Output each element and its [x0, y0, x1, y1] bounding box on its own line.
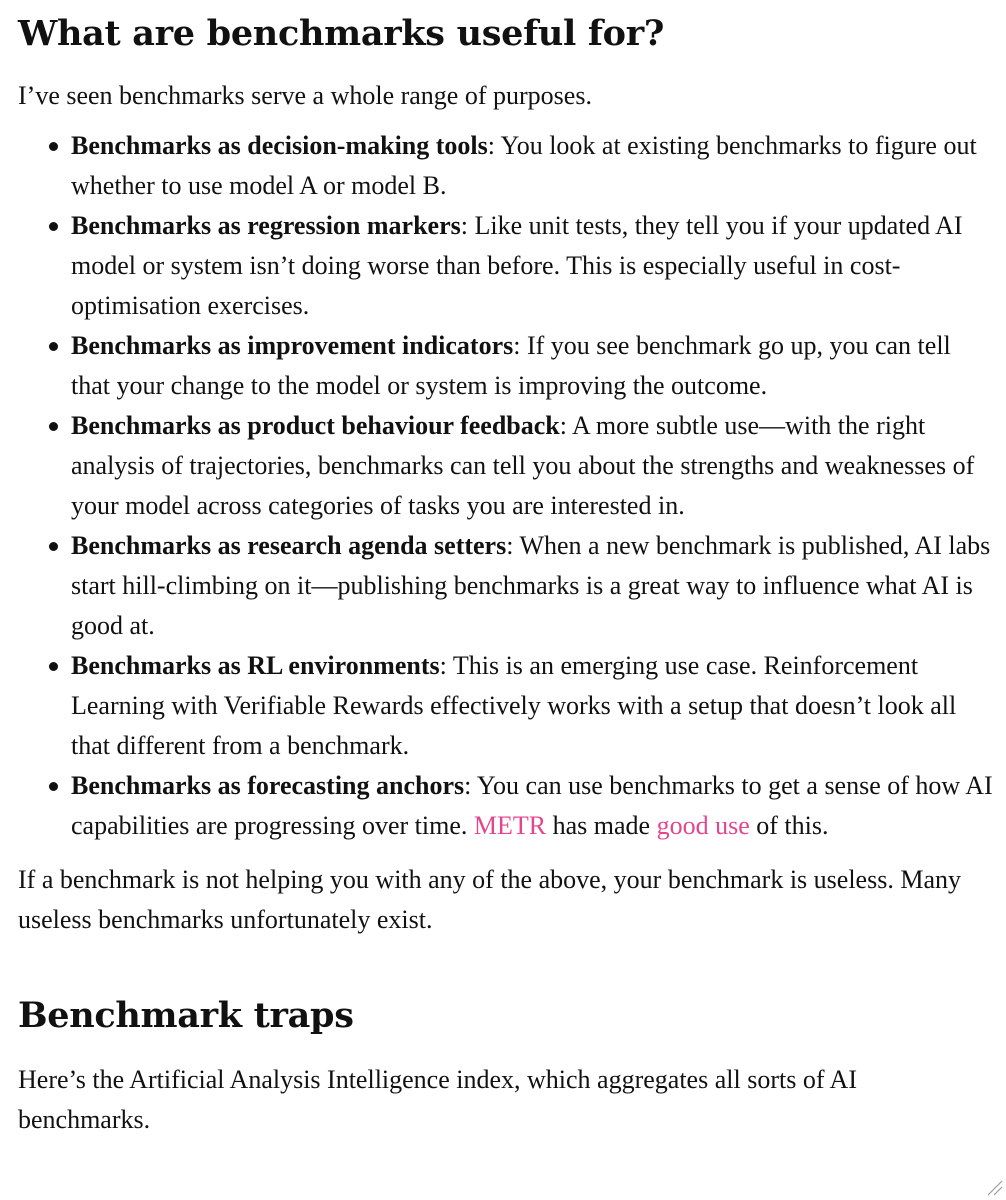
metr-link[interactable]: METR — [473, 811, 547, 840]
benchmark-uses-list — [18, 126, 993, 846]
list-item-term: Benchmarks as forecasting anchors — [71, 771, 465, 800]
list-item-text: : A more subtle use—with the right analysis of trajectories, benchmarks can tell you about the strengths and weaknesses of your model across categories of tasks you are interested in. — [71, 411, 975, 520]
list-item-improvement — [18, 326, 993, 406]
section-heading-uses: What are benchmarks useful for? — [18, 13, 665, 54]
list-item-text: : Like unit tests, they tell you if your updated AI model or system isn’t doing worse than before. This is especially useful in cost-optimisation exercises. — [71, 211, 963, 320]
list-item-term: Benchmarks as decision-making tools — [71, 131, 488, 160]
list-item-product-feedback — [18, 406, 993, 526]
list-item-regression — [18, 206, 993, 326]
list-item-term: Benchmarks as research agenda setters — [71, 531, 507, 560]
closing-paragraph: If a benchmark is not helping you with any of the above, your benchmark is useless. Many useless benchmarks unfortunately exist. — [18, 865, 961, 934]
list-item-research-agenda — [18, 526, 993, 646]
list-item-rl-environments — [18, 646, 993, 766]
bullet-icon — [49, 662, 58, 671]
traps-intro-paragraph: Here’s the Artificial Analysis Intelligence index, which aggregates all sorts of AI benchmarks. — [18, 1065, 857, 1134]
good-use-link[interactable]: good use — [656, 811, 750, 840]
section-heading-traps: Benchmark traps — [18, 995, 354, 1036]
bullet-icon — [49, 422, 58, 431]
list-item-text: : If you see benchmark go up, you can tell that your change to the model or system is improving the outcome. — [71, 331, 951, 400]
list-item-term: Benchmarks as product behaviour feedback — [71, 411, 560, 440]
list-item-decision-making — [18, 126, 993, 206]
list-item-term: Benchmarks as regression markers — [71, 211, 461, 240]
bullet-icon — [49, 542, 58, 551]
list-item-forecasting — [18, 766, 993, 846]
bullet-icon — [49, 142, 58, 151]
list-item-term: Benchmarks as RL environments — [71, 651, 440, 680]
resize-grip-icon[interactable] — [985, 1178, 1003, 1196]
list-item-text: : You look at existing benchmarks to figure out whether to use model A or model B. — [71, 131, 977, 200]
bullet-icon — [49, 782, 58, 791]
list-item-text-end: of this. — [749, 811, 829, 840]
list-item-text: : You can use benchmarks to get a sense of how AI capabilities are progressing over time. — [71, 771, 993, 840]
list-item-text: : This is an emerging use case. Reinforcement Learning with Verifiable Rewards effectively works with a setup that doesn’t look all that different from a benchmark. — [71, 651, 957, 760]
bullet-icon — [49, 342, 58, 351]
list-item-text: : When a new benchmark is published, AI labs start hill-climbing on it—publishing benchmarks is a great way to influence what AI is good at. — [71, 531, 991, 640]
bullet-icon — [49, 222, 58, 231]
article — [18, 0, 993, 1140]
section-intro-paragraph: I’ve seen benchmarks serve a whole range of purposes. — [18, 81, 592, 110]
list-item-term: Benchmarks as improvement indicators — [71, 331, 514, 360]
list-item-text-middle: has made — [546, 811, 657, 840]
